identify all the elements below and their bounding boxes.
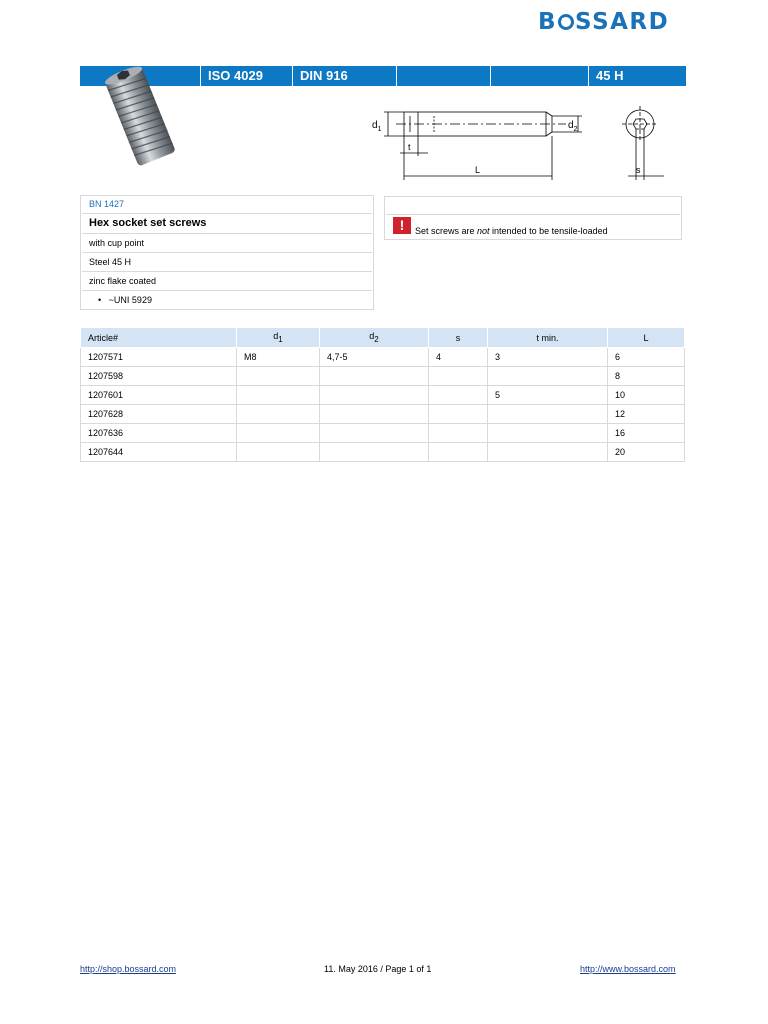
dim-l-label: L bbox=[475, 165, 481, 175]
table-row bbox=[81, 348, 685, 367]
cell-d1 bbox=[237, 443, 320, 462]
cell-l: 16 bbox=[608, 424, 685, 443]
col-s: s bbox=[429, 328, 488, 348]
technical-drawing bbox=[370, 96, 680, 182]
cell-s bbox=[429, 424, 488, 443]
dim-t-label: t bbox=[408, 142, 411, 152]
cell-l: 6 bbox=[608, 348, 685, 367]
dim-d2-label: $d_2$ bbox=[568, 120, 578, 133]
article-number: 1207601 bbox=[81, 386, 237, 405]
col-d2: $d_2$ bbox=[320, 328, 429, 348]
table-header-row bbox=[81, 328, 685, 348]
table-row bbox=[81, 443, 685, 462]
bossard-logo: B SSARD bbox=[538, 9, 670, 35]
cell-l: 8 bbox=[608, 367, 685, 386]
dim-d1-label: $d_1$ bbox=[372, 120, 382, 133]
cell-d2: 4,7-5 bbox=[320, 348, 429, 367]
article-number: 1207644 bbox=[81, 443, 237, 462]
cell-l: 10 bbox=[608, 386, 685, 405]
article-table bbox=[80, 327, 685, 462]
article-number: 1207571 bbox=[81, 348, 237, 367]
cell-d1 bbox=[237, 386, 320, 405]
cell-s bbox=[429, 443, 488, 462]
strength-class: 45 H bbox=[588, 66, 686, 86]
cell-d2 bbox=[320, 443, 429, 462]
cell-d1: M8 bbox=[237, 348, 320, 367]
cell-s bbox=[429, 405, 488, 424]
warning-icon: ! bbox=[393, 217, 411, 234]
cell-l: 12 bbox=[608, 405, 685, 424]
cell-d1 bbox=[237, 424, 320, 443]
dim-s-label: s bbox=[636, 165, 641, 175]
cell-d1 bbox=[237, 405, 320, 424]
bar-empty-cell-2 bbox=[490, 66, 588, 86]
cell-t-min: 5 bbox=[488, 386, 608, 405]
cell-s: 4 bbox=[429, 348, 488, 367]
footer-right bbox=[580, 964, 676, 974]
product-title: Hex socket set screws bbox=[82, 214, 372, 234]
article-number: 1207598 bbox=[81, 367, 237, 386]
cell-d2 bbox=[320, 424, 429, 443]
note-divider bbox=[386, 214, 680, 215]
material: Steel 45 H bbox=[82, 253, 372, 272]
coating: zinc flake coated bbox=[82, 272, 372, 291]
col-t-min: t min. bbox=[488, 328, 608, 348]
article-number: 1207636 bbox=[81, 424, 237, 443]
bn-code: BN 1427 bbox=[82, 196, 372, 214]
din-standard: DIN 916 bbox=[292, 66, 396, 86]
cell-d2 bbox=[320, 405, 429, 424]
cell-d1 bbox=[237, 367, 320, 386]
bullet-marker: • bbox=[98, 295, 102, 305]
cell-t-min: 3 bbox=[488, 348, 608, 367]
col-article: Article# bbox=[81, 328, 237, 348]
warning-text: Set screws are not intended to be tensile-loaded bbox=[415, 226, 608, 236]
table-row bbox=[81, 386, 685, 405]
page-info: 11. May 2016 / Page 1 of 1 bbox=[324, 964, 432, 974]
logo-o-mark bbox=[558, 14, 574, 30]
warning-note bbox=[384, 196, 682, 240]
cell-t-min bbox=[488, 405, 608, 424]
iso-standard: ISO 4029 bbox=[200, 66, 292, 86]
footer-left bbox=[80, 964, 176, 974]
table-row bbox=[81, 405, 685, 424]
point-type: with cup point bbox=[82, 234, 372, 253]
shop-link[interactable]: http://shop.bossard.com bbox=[80, 964, 177, 974]
cell-d2 bbox=[320, 386, 429, 405]
cell-t-min bbox=[488, 443, 608, 462]
cell-t-min bbox=[488, 367, 608, 386]
cell-t-min bbox=[488, 424, 608, 443]
website-link[interactable]: http://www.bossard.com bbox=[580, 964, 676, 974]
product-spec-box bbox=[80, 195, 374, 310]
col-l: L bbox=[608, 328, 685, 348]
cell-d2 bbox=[320, 367, 429, 386]
table-row bbox=[81, 367, 685, 386]
equivalent-standard bbox=[82, 291, 372, 309]
article-number: 1207628 bbox=[81, 405, 237, 424]
set-screw-photo bbox=[96, 66, 186, 166]
cell-s bbox=[429, 367, 488, 386]
col-d1: $d_1$ bbox=[237, 328, 320, 348]
uni-standard: ~UNI 5929 bbox=[108, 295, 152, 305]
cell-s bbox=[429, 386, 488, 405]
cell-l: 20 bbox=[608, 443, 685, 462]
bar-empty-cell-1 bbox=[396, 66, 490, 86]
table-row bbox=[81, 424, 685, 443]
